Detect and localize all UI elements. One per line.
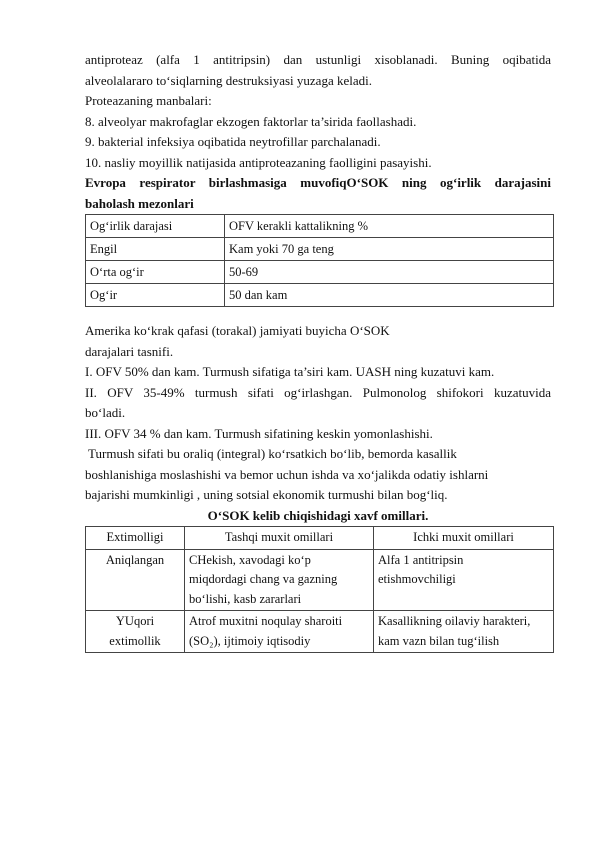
- cell-line: CHekish, xavodagi ko‘p: [189, 552, 311, 567]
- list-item-9: 9. bakterial infeksiya oqibatida neytrofillar parchalanadi.: [85, 134, 381, 149]
- table-cell: [185, 549, 374, 611]
- table-cell: 50-69: [225, 261, 554, 284]
- section-heading-1-line-1: Evropa respirator birlashmasiga muvofiqO‘SOK ning og‘irlik darajasini: [85, 175, 551, 190]
- table-header-cell: Tashqi muxit omillari: [185, 527, 374, 550]
- cell-line: extimollik: [109, 633, 161, 648]
- table-row: [86, 284, 554, 307]
- cell-line: bo‘lishi, kasb zararlari: [189, 591, 302, 606]
- class-item-2-line-1: II. OFV 35-49% turmush sifati og‘irlashgan. Pulmonolog shifokori kuzatuvida: [85, 384, 551, 400]
- table-cell: Engil: [86, 238, 225, 261]
- cell-line: Atrof muxitni noqulay sharoiti: [189, 614, 343, 628]
- cell-line: miqdordagi chang va gazning: [189, 572, 338, 586]
- cell-line: etishmovchiligi: [378, 572, 456, 586]
- paragraph-line-3: bajarishi mumkinligi , uning sotsial ekonomik turmushi bilan bog‘liq.: [85, 487, 448, 502]
- table-cell: [86, 549, 185, 611]
- list-item-8: 8. alveolyar makrofaglar ekzogen faktorlar ta’sirida faollashadi.: [85, 113, 417, 129]
- paragraph-line-1: Turmush sifati bu oraliq (integral) ko‘rsatkich bo‘lib, bemorda kasallik: [85, 446, 457, 461]
- table-cell: [374, 549, 554, 611]
- cell-line: Kasallikning oilaviy harakteri,: [378, 614, 531, 628]
- table-row: [86, 611, 554, 653]
- section-2-line-2: darajalari tasnifi.: [85, 343, 174, 359]
- cell-line: YUqori: [115, 614, 155, 628]
- section-2-line-1: Amerika ko‘krak qafasi (torakal) jamiyati buyicha O‘SOK: [85, 323, 390, 338]
- cell-line: kam vazn bilan tug‘ilish: [378, 633, 500, 648]
- table-header-cell: Extimolligi: [86, 527, 185, 550]
- table-row: [86, 238, 554, 261]
- class-item-1: I. OFV 50% dan kam. Turmush sifatiga ta’siri kam. UASH ning kuzatuvi kam.: [85, 364, 495, 379]
- paragraph-line-2: boshlanishiga moslashishi va bemor uchun ishda va xo‘jalikda odatiy ishlarni: [85, 466, 489, 482]
- table-cell: [185, 611, 374, 653]
- table-cell: [86, 611, 185, 653]
- document-page: [85, 50, 551, 653]
- section-heading-1-line-2: baholash mezonlari: [85, 195, 194, 211]
- table-header-row: [86, 215, 554, 238]
- table-cell: Kam yoki 70 ga teng: [225, 238, 554, 261]
- cell-line: (SO₂), ijtimoiy iqtisodiy: [189, 633, 311, 648]
- table-cell: O‘rta og‘ir: [86, 261, 225, 284]
- cell-line: Alfa 1 antitripsin: [378, 552, 464, 567]
- spacer: [85, 307, 551, 321]
- table-header-cell: Ichki muxit omillari: [374, 527, 554, 550]
- intro-line-3: Proteazaning manbalari:: [85, 93, 212, 108]
- section-heading-2: O‘SOK kelib chiqishidagi xavf omillari.: [207, 507, 429, 523]
- table-header-cell: Og‘irlik darajasi: [86, 215, 225, 238]
- list-item-10: 10. nasliy moyillik natijasida antiproteazaning faolligini pasayishi.: [85, 154, 432, 170]
- table-cell: Og‘ir: [86, 284, 225, 307]
- table-header-cell: OFV kerakli kattalikning %: [225, 215, 554, 238]
- class-item-3: III. OFV 34 % dan kam. Turmush sifatining keskin yomonlashishi.: [85, 425, 433, 441]
- cell-line: Aniqlangan: [105, 552, 165, 567]
- table-header-row: [86, 527, 554, 550]
- table-cell: [374, 611, 554, 653]
- severity-table: [85, 214, 554, 307]
- class-item-2-line-2: bo‘ladi.: [85, 405, 126, 420]
- intro-line-1: antiproteaz (alfa 1 antitripsin) dan ustunligi xisoblanadi. Buning oqibatida: [85, 52, 551, 67]
- table-row: [86, 261, 554, 284]
- intro-line-2: alveolalararo to‘siqlarning destruksiyasi yuzaga keladi.: [85, 72, 372, 88]
- table-row: [86, 549, 554, 611]
- table-cell: 50 dan kam: [225, 284, 554, 307]
- risk-factors-table: [85, 526, 554, 653]
